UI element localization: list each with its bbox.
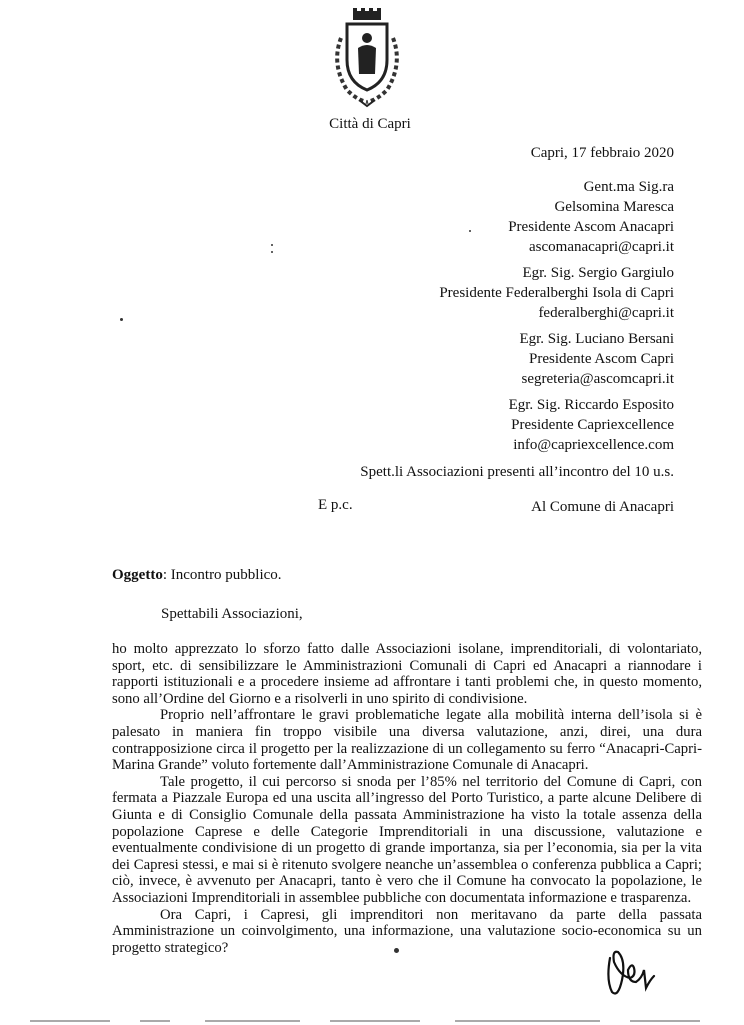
recipient-line: Gelsomina Maresca bbox=[554, 199, 674, 215]
body-paragraph: Proprio nell’affrontare le gravi problematiche legate alla mobilità interna dell’isola si è palesato in maniera fin troppo visibile una diversa valutazione, anzi, direi, una dura contrapposizione circa il progetto per la realizzazione di un collegamento su ferro “Anacapri-Capri- Marina Grande” voluto fortemente dall’Amministrazione Comunale di Anacapri. bbox=[112, 707, 702, 774]
recipient-line: Spett.li Associazioni presenti all’incontro del 10 u.s. bbox=[360, 464, 674, 480]
scan-speck bbox=[271, 244, 273, 246]
body-paragraph: Ora Capri, i Capresi, gli imprenditori non meritavano da parte della passata Amministrazione un coinvolgimento, una informazione, una valutazione socio-economica su un progetto strategico? bbox=[112, 906, 702, 956]
scan-speck bbox=[271, 251, 273, 253]
recipient-line: Presidente Capriexcellence bbox=[511, 417, 674, 433]
scan-speck bbox=[120, 318, 123, 321]
recipient-block-gargiulo bbox=[439, 263, 674, 323]
recipient-block-bersani bbox=[519, 329, 674, 389]
subject-line bbox=[112, 567, 282, 584]
recipient-line: Egr. Sig. Luciano Bersani bbox=[519, 331, 674, 347]
subject-text: : Incontro pubblico. bbox=[162, 567, 282, 583]
city-name: Città di Capri bbox=[329, 116, 411, 132]
recipient-email: segreteria@ascomcapri.it bbox=[521, 371, 674, 387]
recipient-line: Presidente Federalberghi Isola di Capri bbox=[439, 285, 674, 301]
cc-label: E p.c. bbox=[318, 497, 353, 513]
recipient-email: federalberghi@capri.it bbox=[538, 305, 674, 321]
signature-icon bbox=[598, 940, 708, 1000]
recipient-line: Gent.ma Sig.ra bbox=[583, 179, 674, 195]
recipient-block-maresca bbox=[508, 177, 674, 257]
letter-body bbox=[112, 641, 702, 956]
body-paragraph: Tale progetto, il cui percorso si snoda per l’85% nel territorio del Comune di Capri, con fermata a Piazzale Europa ed una uscita all’ingresso del Porto Turistico, a parte alcune Delibere di Giunta e di Consiglio Comunale della passata Amministrazione ha visto la totale assenza della popolazione Caprese e delle Categorie Imprenditoriali in una discussione, valutazione e eventualmente condivisione di un progetto di grande importanza, sia per l’economia, sia per la vita dei Capresi stessi, e mai si è ritenuto svolgere neanche un’assemblea o conferenza pubblica a Capri; ciò, invece, è avvenuto per Anacapri, tanto è vero che il Comune ha convocato la popolazione, le Associazioni Imprenditoriali in assemblee pubbliche con documentata informazione e trasparenza. bbox=[112, 773, 702, 906]
salutation: Spettabili Associazioni, bbox=[161, 606, 303, 622]
recipient-email: ascomanacapri@capri.it bbox=[529, 239, 674, 255]
recipient-block-associations bbox=[360, 462, 674, 482]
city-crest-icon bbox=[325, 8, 409, 108]
recipient-line: Presidente Ascom Capri bbox=[529, 351, 674, 367]
scan-speck bbox=[394, 948, 399, 953]
body-paragraph: ho molto apprezzato lo sforzo fatto dalle Associazioni isolane, imprenditoriali, di volontariato, sport, etc. di sensibilizzare le Amministrazioni Comunali di Capri ed Anacapri a riannodare i rapporti istituzionali e a procedere insieme ad affrontare i tanti problemi che, in questo momento, sono all’Ordine del Giorno e a risolverli in uno spirito di condivisione. bbox=[112, 641, 702, 707]
recipient-line: Egr. Sig. Sergio Gargiulo bbox=[522, 265, 674, 281]
scan-speck bbox=[469, 230, 471, 232]
subject-label: Oggetto bbox=[112, 567, 163, 583]
cc-recipient: Al Comune di Anacapri bbox=[531, 499, 674, 515]
letter-date: Capri, 17 febbraio 2020 bbox=[530, 145, 674, 161]
recipient-block-esposito bbox=[509, 395, 674, 455]
recipient-email: info@capriexcellence.com bbox=[513, 437, 674, 453]
recipient-line: Egr. Sig. Riccardo Esposito bbox=[508, 397, 674, 413]
recipient-line: Presidente Ascom Anacapri bbox=[508, 219, 674, 235]
